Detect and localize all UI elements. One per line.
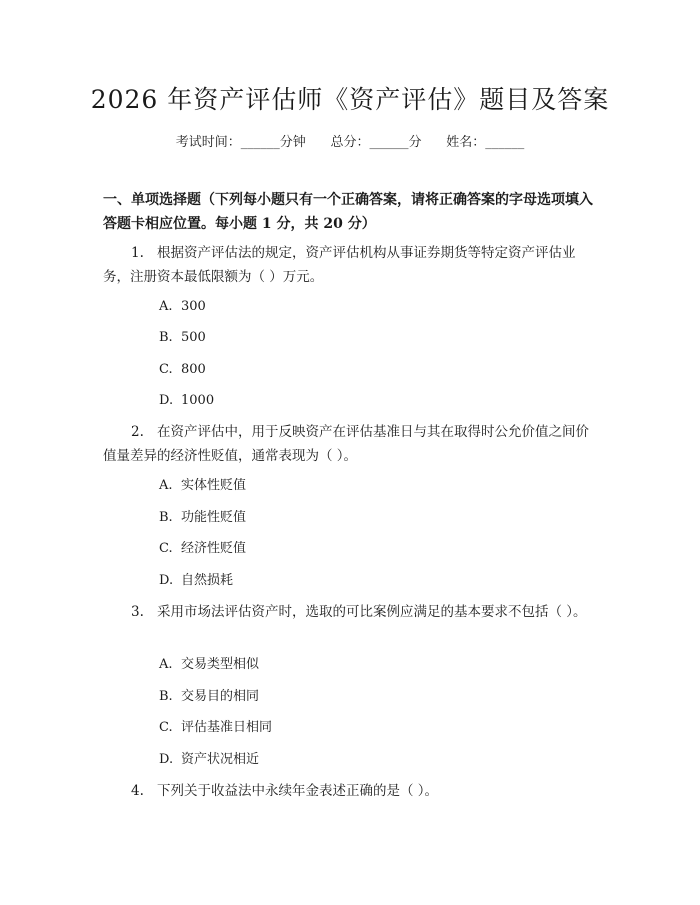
option-letter: C. [159, 720, 173, 735]
option-text: 800 [181, 362, 206, 377]
option-text: 评估基准日相同 [181, 720, 273, 735]
option-3d [159, 751, 259, 769]
option-3c [159, 719, 272, 737]
document-title: 2026 年资产评估师《资产评估》题目及答案 [90, 85, 610, 114]
option-letter: A. [159, 657, 173, 672]
question-number: 1. [131, 245, 144, 261]
question-text: 下列关于收益法中永续年金表述正确的是（ ）。 [157, 783, 439, 799]
option-text: 功能性贬值 [181, 510, 247, 525]
option-text: 交易目的相同 [181, 689, 260, 704]
question-text: 采用市场法评估资产时，选取的可比案例应满足的基本要求不包括（ ）。 [157, 604, 587, 620]
option-letter: D. [159, 573, 174, 588]
option-3a [159, 656, 259, 674]
option-letter: B. [159, 689, 173, 704]
option-1a [159, 298, 206, 316]
question-number: 4. [131, 783, 144, 799]
question-3 [103, 600, 593, 624]
option-1c [159, 361, 206, 379]
option-letter: A. [159, 478, 173, 493]
option-1b [159, 329, 206, 347]
option-letter: C. [159, 541, 173, 556]
exam-info-line: 考试时间：______分钟 总分：______分 姓名：______ [175, 135, 525, 150]
option-letter: B. [159, 510, 173, 525]
question-2 [103, 420, 593, 468]
option-text: 资产状况相近 [181, 752, 260, 767]
option-text: 自然损耗 [181, 573, 234, 588]
option-text: 交易类型相似 [181, 657, 260, 672]
option-letter: D. [159, 393, 174, 408]
option-text: 300 [181, 299, 206, 314]
option-text: 500 [181, 330, 206, 345]
question-text: 在资产评估中，用于反映资产在评估基准日与其在取得时公允价值之间价值量差异的经济性贬值，通常表现为（ ）。 [103, 424, 589, 464]
question-text: 根据资产评估法的规定，资产评估机构从事证券期货等特定资产评估业务，注册资本最低限额为（ ）万元。 [103, 245, 576, 285]
option-2a [159, 477, 246, 495]
option-letter: C. [159, 362, 173, 377]
question-number: 2. [131, 424, 144, 440]
option-text: 实体性贬值 [181, 478, 247, 493]
option-letter: D. [159, 752, 174, 767]
option-2c [159, 540, 246, 558]
option-1d [159, 392, 214, 410]
question-number: 3. [131, 604, 144, 620]
option-letter: A. [159, 299, 173, 314]
question-4 [103, 779, 593, 803]
question-1 [103, 241, 593, 289]
option-text: 经济性贬值 [181, 541, 247, 556]
section-heading: 一、单项选择题（下列每小题只有一个正确答案，请将正确答案的字母选项填入答题卡相应位置。每小题 1 分，共 20 分） [103, 192, 593, 232]
option-2b [159, 509, 246, 527]
option-3b [159, 688, 259, 706]
option-letter: B. [159, 330, 173, 345]
option-2d [159, 572, 233, 590]
option-text: 1000 [181, 393, 215, 408]
